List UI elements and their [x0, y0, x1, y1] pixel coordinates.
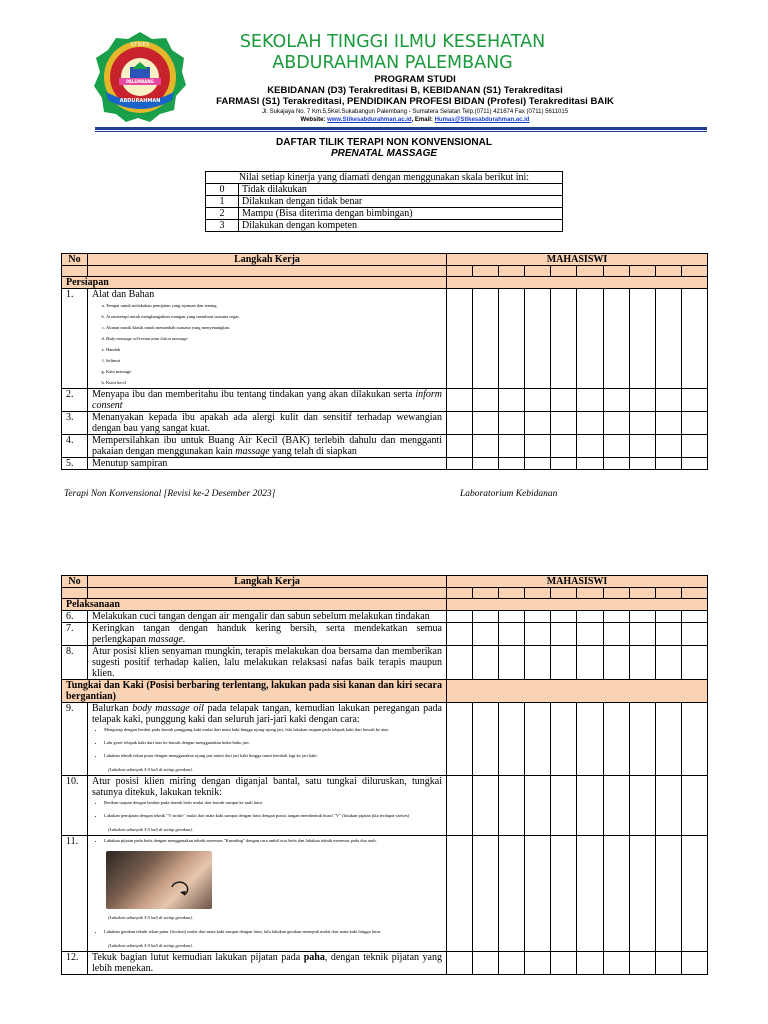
- score-cell: [629, 952, 655, 975]
- score-cell: [525, 646, 551, 680]
- list-item: • Lakukan pijatan pada betis dengan menggunakan teknik meremas "Kneading" dengan cara ambil otot betis dan lakukan teknik meremas pada dua arah.: [104, 836, 442, 845]
- score-cell: [577, 703, 603, 776]
- score-cell: [551, 389, 577, 412]
- step-greet: [88, 389, 447, 412]
- score-cell: [473, 289, 499, 389]
- email-label: , Email:: [411, 117, 433, 123]
- header-step: Langkah Kerja: [88, 576, 447, 588]
- institution-name-line1: SEKOLAH TINGGI ILMU KESEHATAN: [239, 32, 546, 52]
- score-cell: [62, 266, 88, 277]
- checklist-table-implementation: [61, 575, 708, 975]
- score-cell: [447, 836, 473, 952]
- score-cell: [655, 458, 681, 470]
- score-cell: [577, 435, 603, 458]
- step-number: 4.: [62, 435, 88, 458]
- score-cell: [447, 588, 473, 599]
- score-cell: [473, 611, 499, 623]
- score-cell: [603, 458, 629, 470]
- scale-score: 1: [206, 196, 239, 208]
- score-cell: [499, 289, 525, 389]
- header-student: MAHASISWI: [447, 254, 708, 266]
- step-number: 12.: [62, 952, 88, 975]
- score-cell: [499, 836, 525, 952]
- scale-score: 2: [206, 208, 239, 220]
- score-cell: [447, 646, 473, 680]
- scale-desc: Dilakukan dengan kompeten: [239, 220, 563, 232]
- repeat-caption: (Lakukan sebanyak 3-5 kali di setiap gerakan).: [108, 943, 193, 948]
- score-cell: [473, 836, 499, 952]
- score-cell: [447, 611, 473, 623]
- score-cell: [681, 458, 707, 470]
- score-cell: [551, 703, 577, 776]
- score-cell: [655, 289, 681, 389]
- score-cell: [655, 703, 681, 776]
- score-cell: [473, 588, 499, 599]
- score-cell: [551, 776, 577, 836]
- score-cell: [499, 458, 525, 470]
- score-cell: [655, 588, 681, 599]
- score-cell: [447, 680, 708, 703]
- score-cell: [629, 588, 655, 599]
- score-cell: [629, 289, 655, 389]
- score-cell: [447, 435, 473, 458]
- score-cell: [577, 588, 603, 599]
- technique-list: [92, 725, 442, 760]
- score-cell: [577, 412, 603, 435]
- step-italic: massage.: [148, 634, 186, 645]
- step-bold: paha: [303, 952, 325, 963]
- score-cell: [629, 266, 655, 277]
- step-tools-materials: [88, 289, 447, 389]
- header-no: No: [62, 576, 88, 588]
- score-cell: [62, 588, 88, 599]
- step-text: Balurkan: [92, 703, 129, 714]
- list-item: f. Selimut: [106, 355, 442, 366]
- step-number: 5.: [62, 458, 88, 470]
- score-cell: [499, 776, 525, 836]
- score-cell: [447, 389, 473, 412]
- score-cell: [525, 952, 551, 975]
- score-cell: [499, 435, 525, 458]
- subsection-legs-feet: Tungkai dan Kaki (Posisi berbaring terlentang, lakukan pada sisi kanan dan kiri secara bergantian): [62, 680, 447, 703]
- rotation-arrow-icon: [106, 851, 212, 909]
- step-intro: [92, 703, 442, 725]
- step-text: Atur posisi klien miring dengan diganjal bantal, satu tungkai diluruskan, tungkai satunya ditekuk, lakukan teknik:: [92, 776, 442, 798]
- score-cell: [473, 703, 499, 776]
- score-cell: [577, 458, 603, 470]
- scale-desc: Dilakukan dengan tidak benar: [239, 196, 563, 208]
- step-number: 10.: [62, 776, 88, 836]
- step-number: 7.: [62, 623, 88, 646]
- scale-desc: Mampu (Bisa diterima dengan bimbingan): [239, 208, 563, 220]
- step-curtain: Menutup sampiran: [88, 458, 447, 470]
- header-divider: [95, 127, 707, 130]
- score-cell: [499, 266, 525, 277]
- score-cell: [499, 952, 525, 975]
- score-cell: [473, 412, 499, 435]
- score-cell: [603, 836, 629, 952]
- score-cell: [525, 611, 551, 623]
- score-cell: [603, 266, 629, 277]
- score-cell: [603, 412, 629, 435]
- scale-score: 0: [206, 184, 239, 196]
- accreditation-line2: FARMASI (S1) Terakreditasi, PENDIDIKAN PROFESI BIDAN (Profesi) Terakreditasi BAIK: [216, 96, 614, 107]
- institution-name-line2: ABDURAHMAN PALEMBANG: [272, 53, 513, 73]
- score-cell: [499, 412, 525, 435]
- score-cell: [551, 412, 577, 435]
- section-preparation: Persiapan: [62, 277, 447, 289]
- score-cell: [681, 266, 707, 277]
- footer-right: Laboratorium Kebidanan: [460, 489, 558, 499]
- score-cell: [473, 458, 499, 470]
- score-cell: [525, 836, 551, 952]
- score-cell: [525, 412, 551, 435]
- score-cell: [655, 389, 681, 412]
- step-number: 2.: [62, 389, 88, 412]
- score-cell: [525, 588, 551, 599]
- score-cell: [681, 776, 707, 836]
- step-feet-stretch: [88, 703, 447, 776]
- score-cell: [447, 776, 473, 836]
- header-divider-thin: [95, 131, 707, 132]
- score-cell: [551, 266, 577, 277]
- score-cell: [629, 435, 655, 458]
- score-cell: [499, 588, 525, 599]
- technique-list: [92, 836, 442, 845]
- score-cell: [551, 646, 577, 680]
- school-logo: [92, 30, 188, 124]
- score-cell: [629, 412, 655, 435]
- score-cell: [577, 266, 603, 277]
- step-italic: inform consent: [92, 389, 442, 411]
- score-cell: [681, 588, 707, 599]
- score-cell: [499, 646, 525, 680]
- score-cell: [88, 588, 447, 599]
- score-cell: [447, 289, 473, 389]
- score-cell: [447, 277, 708, 289]
- score-cell: [525, 289, 551, 389]
- score-cell: [447, 458, 473, 470]
- list-item: d. Body massage oil/cream atau lotion massage: [106, 333, 442, 344]
- score-cell: [629, 389, 655, 412]
- score-cell: [603, 389, 629, 412]
- rating-scale-table: [205, 171, 563, 232]
- score-cell: [551, 289, 577, 389]
- score-cell: [577, 646, 603, 680]
- score-cell: [655, 836, 681, 952]
- score-cell: [473, 646, 499, 680]
- score-cell: [655, 646, 681, 680]
- score-cell: [681, 646, 707, 680]
- website-label: Website:: [300, 117, 326, 123]
- score-cell: [629, 646, 655, 680]
- score-cell: [681, 836, 707, 952]
- step-text: , dengan teknik pijatan yang lebih menekan.: [92, 952, 442, 974]
- list-item: • Berikan usapan dengan lembut pada daerah betis mulai dari bawah sampai ke arah lutut.: [104, 798, 442, 807]
- step-italic: body massage oil: [132, 703, 204, 714]
- score-cell: [499, 623, 525, 646]
- score-cell: [577, 289, 603, 389]
- section-implementation: Pelaksanaan: [62, 599, 447, 611]
- score-cell: [525, 703, 551, 776]
- score-cell: [655, 611, 681, 623]
- step-text: pada telapak tangan, kemudian lakukan peregangan pada telapak kaki, punggung kaki dan seluruh jari-jari kaki dengan cara:: [92, 703, 442, 725]
- score-cell: [629, 703, 655, 776]
- score-cell: [603, 646, 629, 680]
- score-cell: [447, 623, 473, 646]
- step-text: Menyapa ibu dan memberitahu ibu tentang tindakan yang akan dilakukan serta: [92, 389, 413, 400]
- score-cell: [655, 623, 681, 646]
- checklist-table-preparation: [61, 253, 708, 470]
- score-cell: [551, 611, 577, 623]
- repeat-caption: (Lakukan sebanyak 3-5 kali di setiap gerakan).: [108, 915, 193, 920]
- score-cell: [499, 389, 525, 412]
- score-cell: [681, 703, 707, 776]
- score-cell: [525, 389, 551, 412]
- list-item: • Lakukan teknik tekan putar dengan menggunakan ujung jari mulai dari jari kaki hingga tumit kembali lagi ke jari kaki.: [104, 751, 442, 760]
- website-link[interactable]: www.Stikesabdurahman.ac.id: [327, 117, 412, 123]
- score-cell: [577, 952, 603, 975]
- step-number: 8.: [62, 646, 88, 680]
- list-item: b. Aromaterapi untuk menghangatkan ruangan yang membuat suasana segar.: [106, 311, 442, 322]
- score-cell: [525, 458, 551, 470]
- address: Jl. Sukajaya No. 7 Km.5,5Kel.Sukabangun Palembang - Sumatera Selatan Telp.(0711) 421674 Fax (0711) 5611015: [261, 109, 569, 115]
- score-cell: [551, 836, 577, 952]
- scale-desc: Tidak dilakukan: [239, 184, 563, 196]
- list-item: • Lakukan pemijatan dengan teknik "V stroke" mulai dari mata kaki sampai dengan lutut dengan posisi tangan membentuk huruf "V" (bisakan pijatan jika terdapat varises): [104, 811, 442, 820]
- score-cell: [629, 836, 655, 952]
- score-cell: [681, 389, 707, 412]
- score-cell: [655, 952, 681, 975]
- step-text: Mempersilahkan ibu untuk Buang Air Kecil (BAK) terlebih dahulu dan mengganti pakaian dengan menggunakan kain: [92, 435, 442, 457]
- score-cell: [551, 623, 577, 646]
- step-position: Atur posisi klien senyaman mungkin, terapis melakukan doa bersama dan memberikan sugesti positif terhadap kalien, lalu melakukan relaksasi nafas baik terapis maupun klien.: [88, 646, 447, 680]
- score-cell: [525, 776, 551, 836]
- score-cell: [525, 266, 551, 277]
- score-cell: [681, 623, 707, 646]
- step-number: 1.: [62, 289, 88, 389]
- scale-score: 3: [206, 220, 239, 232]
- score-cell: [473, 389, 499, 412]
- score-cell: [603, 952, 629, 975]
- score-cell: [655, 266, 681, 277]
- score-cell: [473, 952, 499, 975]
- step-number: 3.: [62, 412, 88, 435]
- score-cell: [681, 952, 707, 975]
- step-bak: [88, 435, 447, 458]
- score-cell: [551, 458, 577, 470]
- step-dry-hands: [88, 623, 447, 646]
- score-cell: [681, 289, 707, 389]
- score-cell: [603, 776, 629, 836]
- score-cell: [447, 412, 473, 435]
- score-cell: [681, 435, 707, 458]
- list-item: g. Kain massage: [106, 366, 442, 377]
- list-item: • Lalu geser telapak kaki dari atas ke bawah dengan menggunakan buku-buku jari.: [104, 738, 442, 747]
- score-cell: [629, 458, 655, 470]
- step-number: 6.: [62, 611, 88, 623]
- score-cell: [577, 776, 603, 836]
- repeat-caption: (Lakukan sebanyak 3-5 kali di setiap gerakan).: [108, 827, 193, 832]
- step-italic: massage: [235, 446, 270, 457]
- score-cell: [681, 611, 707, 623]
- email-link[interactable]: Humas@Stikesabdurahman.ac.id: [434, 117, 530, 123]
- score-cell: [551, 435, 577, 458]
- score-cell: [473, 266, 499, 277]
- document-title: DAFTAR TILIK TERAPI NON KONVENSIONAL: [276, 137, 492, 148]
- score-cell: [603, 289, 629, 389]
- score-cell: [525, 435, 551, 458]
- step-handwash: Melakukan cuci tangan dengan air mengalir dan sabun sebelum melakukan tindakan: [88, 611, 447, 623]
- score-cell: [603, 703, 629, 776]
- score-cell: [499, 611, 525, 623]
- score-cell: [655, 776, 681, 836]
- score-cell: [603, 623, 629, 646]
- step-title: Alat dan Bahan: [92, 289, 155, 300]
- logo-top-text: STIKES: [130, 42, 150, 48]
- logo-bottom-text: ABDURAHMAN: [119, 98, 161, 104]
- score-cell: [603, 435, 629, 458]
- score-cell: [447, 266, 473, 277]
- scale-intro: Nilai setiap kinerja yang diamati dengan menggunakan skala berikut ini:: [206, 172, 563, 184]
- step-allergy: Menanyakan kepada ibu apakah ada alergi kulit dan sensitif terhadap wewangian dengan bau yang sangat kuat.: [88, 412, 447, 435]
- step-text: Tekuk bagian lutut kemudian lakukan pijatan pada: [92, 952, 301, 963]
- score-cell: [629, 776, 655, 836]
- step-number: 11.: [62, 836, 88, 952]
- technique-list: [92, 927, 442, 936]
- score-cell: [551, 952, 577, 975]
- footer-left: Terapi Non Konvensional [Revisi ke-2 Desember 2023]: [64, 489, 276, 499]
- contact-line: [190, 116, 640, 125]
- score-cell: [577, 623, 603, 646]
- score-cell: [551, 588, 577, 599]
- score-cell: [603, 611, 629, 623]
- calf-massage-photo: [106, 851, 212, 909]
- header-step: Langkah Kerja: [88, 254, 447, 266]
- list-item: e. Handuk: [106, 344, 442, 355]
- score-cell: [473, 623, 499, 646]
- document-subtitle: PRENATAL MASSAGE: [330, 148, 438, 159]
- step-kneading: [88, 836, 447, 952]
- score-cell: [629, 623, 655, 646]
- score-cell: [499, 703, 525, 776]
- score-cell: [447, 952, 473, 975]
- technique-list: [92, 798, 442, 820]
- step-text: Keringkan tangan dengan handuk kering bersih, serta mendekatkan semua perlengkapan: [92, 623, 442, 645]
- list-item: • Mengusap dengan lembut pada daerah punggung kaki mulai dari mata kaki hingga ujung-ujung jari, lalu lakukan usapan pada telapak kaki dari bawah ke atas.: [104, 725, 442, 734]
- score-cell: [525, 623, 551, 646]
- step-side-position: [88, 776, 447, 836]
- program-label: PROGRAM STUDI: [374, 74, 456, 85]
- score-cell: [447, 703, 473, 776]
- score-cell: [577, 836, 603, 952]
- tools-list: [92, 300, 442, 388]
- score-cell: [603, 588, 629, 599]
- score-cell: [655, 412, 681, 435]
- score-cell: [577, 389, 603, 412]
- score-cell: [473, 776, 499, 836]
- score-cell: [629, 611, 655, 623]
- step-text: yang telah di siapkan: [272, 446, 357, 457]
- list-item: c. Alunan musik klasik untuk menambah suasana yang menyenangkan.: [106, 322, 442, 333]
- score-cell: [88, 266, 447, 277]
- score-cell: [655, 435, 681, 458]
- step-number: 9.: [62, 703, 88, 776]
- score-cell: [681, 412, 707, 435]
- repeat-caption: (Lakukan sebanyak 3-5 kali di setiap gerakan).: [108, 767, 193, 772]
- score-cell: [473, 435, 499, 458]
- header-student: MAHASISWI: [447, 576, 708, 588]
- list-item: a. Tempat untuk melakukan pemijatan yang nyaman dan tenang.: [106, 300, 442, 311]
- score-cell: [577, 611, 603, 623]
- header-no: No: [62, 254, 88, 266]
- step-thigh: [88, 952, 447, 975]
- logo-banner-text: PALEMBANG: [126, 79, 154, 84]
- list-item: h. Kursi kecil: [106, 377, 442, 388]
- list-item: • Lakukan gerakan teknik tekan putar (friction) mulai dari mata kaki sampai dengan lutut, lalu lakukan gerakan menepuk mulai dari mata kaki hingga lutut.: [104, 927, 442, 936]
- accreditation-line1: KEBIDANAN (D3) Terakreditasi B, KEBIDANAN (S1) Terakreditasi: [267, 85, 563, 96]
- score-cell: [447, 599, 708, 611]
